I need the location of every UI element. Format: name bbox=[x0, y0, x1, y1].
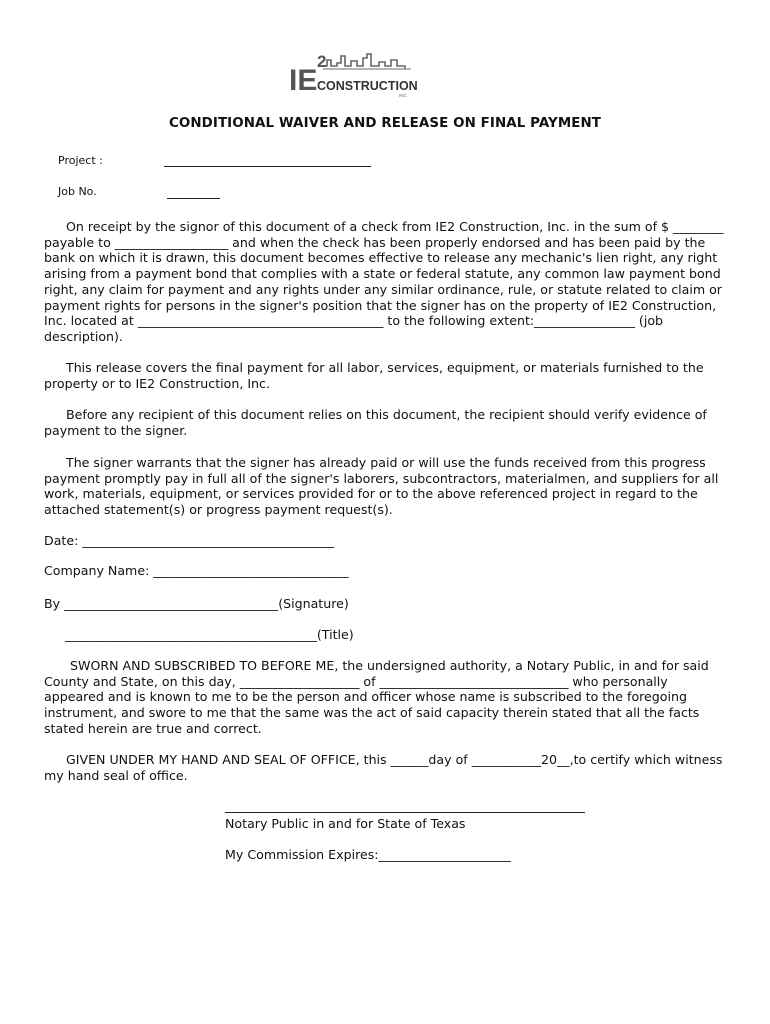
warranty-paragraph bbox=[44, 455, 726, 518]
given-text: GIVEN UNDER MY HAND AND SEAL OF OFFICE, this ______day of ___________20__,to certify which witness my hand seal of office. bbox=[44, 752, 723, 783]
release-text: On receipt by the signor of this document of a check from IE2 Construction, Inc. in the sum of $ ________ payable to __________________ and when the check has been properly endorsed and has been paid by the bank on which it is drawn, this document becomes effective to release any mechanic's lien right, any right arising from a payment bond that complies with a state or federal statute, any common law payment bond right, any claim for payment and any rights under any similar ordinance, rule, or statute related to claim or payment rights for persons in the signer's position that the signer has on the property of IE2 Construction, Inc. located at _______________________________________ to the following extent:________________ (job description). bbox=[44, 219, 724, 344]
verification-text: Before any recipient of this document relies on this document, the recipient should verify evidence of payment to the signer. bbox=[44, 407, 707, 438]
logo-graphic bbox=[287, 52, 417, 100]
title-field[interactable]: ________________________________________(Title) bbox=[65, 627, 354, 642]
logo-company: CONSTRUCTION bbox=[317, 79, 417, 93]
notary-signature-line[interactable] bbox=[225, 812, 585, 813]
date-field[interactable]: Date: ________________________________________ bbox=[44, 533, 335, 548]
coverage-paragraph bbox=[44, 360, 726, 391]
job-number-label: Job No. bbox=[58, 185, 97, 198]
sworn-paragraph bbox=[44, 658, 726, 737]
project-label: Project : bbox=[58, 154, 103, 167]
job-number-field-line[interactable] bbox=[167, 198, 220, 199]
verification-paragraph bbox=[44, 407, 726, 438]
document-title: CONDITIONAL WAIVER AND RELEASE ON FINAL PAYMENT bbox=[168, 116, 602, 131]
given-paragraph bbox=[44, 752, 726, 783]
logo-superscript: 2 bbox=[317, 52, 327, 71]
project-field-line[interactable] bbox=[164, 166, 371, 167]
release-paragraph bbox=[44, 219, 726, 345]
signature-field[interactable]: By __________________________________(Signature) bbox=[44, 596, 349, 611]
commission-expires-field[interactable]: My Commission Expires:_____________________ bbox=[225, 847, 511, 862]
coverage-text: This release covers the final payment for all labor, services, equipment, or materials furnished to the property or to IE2 Construction, Inc. bbox=[44, 360, 704, 391]
company-name-field[interactable]: Company Name: _______________________________ bbox=[44, 563, 349, 578]
logo-mark: IE bbox=[289, 64, 318, 97]
sworn-text: SWORN AND SUBSCRIBED TO BEFORE ME, the undersigned authority, a Notary Public, in and for said County and State, on this day, ___________________ of ______________________________ who personally appeared and is known to me to be the person and officer whose name is subscribed to the foregoing instrument, and swore to me that the same was the act of said capacity therein stated that all the facts stated herein are true and correct. bbox=[44, 658, 709, 736]
warranty-text: The signer warrants that the signer has already paid or will use the funds received from this progress payment promptly pay in full all of the signer's laborers, subcontractors, materialmen, and suppliers for all work, materials, equipment, or services provided for or to the above referenced project in regard to the attached statement(s) or progress payment request(s). bbox=[44, 455, 719, 518]
notary-label: Notary Public in and for State of Texas bbox=[225, 816, 466, 831]
company-logo bbox=[287, 52, 417, 100]
logo-suffix: INC bbox=[399, 93, 407, 98]
